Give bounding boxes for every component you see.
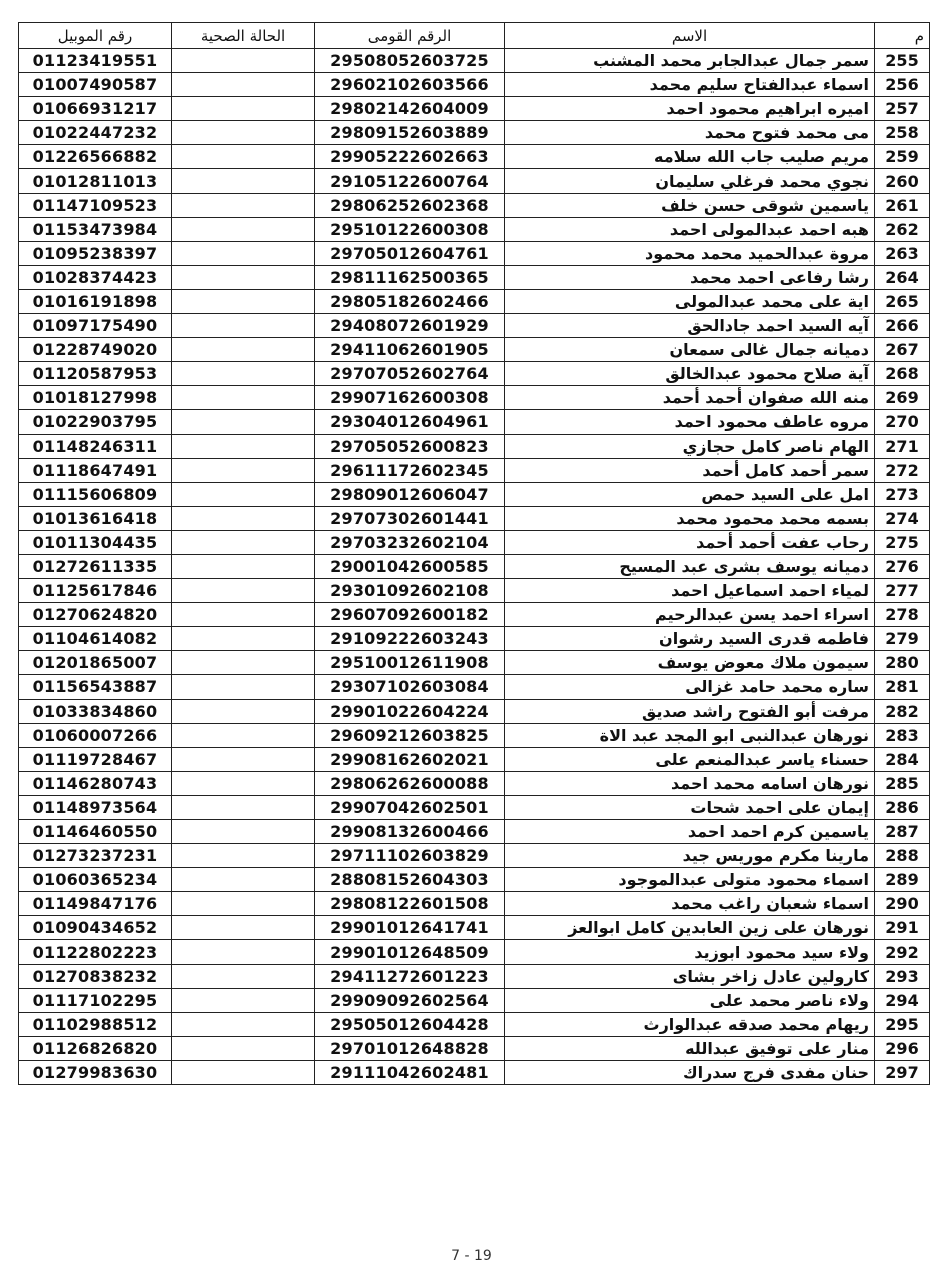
health-status-cell bbox=[172, 193, 315, 217]
health-status-cell bbox=[172, 554, 315, 578]
health-status-cell bbox=[172, 771, 315, 795]
name-cell: مارينا مكرم موريس جيد bbox=[505, 844, 875, 868]
table-row bbox=[19, 892, 930, 916]
national-id-cell: 29301092602108 bbox=[315, 579, 505, 603]
name-cell: اسماء محمود متولى عبدالموجود bbox=[505, 868, 875, 892]
mobile-cell: 01201865007 bbox=[19, 651, 172, 675]
health-status-cell bbox=[172, 434, 315, 458]
row-number-cell: 259 bbox=[875, 145, 930, 169]
name-cell: حسناء ياسر عبدالمنعم على bbox=[505, 747, 875, 771]
table-row bbox=[19, 530, 930, 554]
table-row bbox=[19, 554, 930, 578]
name-cell: دميانه جمال غالى سمعان bbox=[505, 338, 875, 362]
mobile-cell: 01117102295 bbox=[19, 988, 172, 1012]
table-row bbox=[19, 410, 930, 434]
health-status-cell bbox=[172, 603, 315, 627]
table-row bbox=[19, 603, 930, 627]
mobile-cell: 01028374423 bbox=[19, 265, 172, 289]
name-cell: سمر أحمد كامل أحمد bbox=[505, 458, 875, 482]
health-status-cell bbox=[172, 410, 315, 434]
national-id-cell: 29707052602764 bbox=[315, 362, 505, 386]
table-row bbox=[19, 988, 930, 1012]
mobile-cell: 01060007266 bbox=[19, 723, 172, 747]
row-number-cell: 293 bbox=[875, 964, 930, 988]
row-number-cell: 261 bbox=[875, 193, 930, 217]
page-number: 7 - 19 bbox=[451, 1248, 492, 1264]
health-status-cell bbox=[172, 844, 315, 868]
health-status-cell bbox=[172, 699, 315, 723]
name-cell: آية صلاح محمود عبدالخالق bbox=[505, 362, 875, 386]
row-number-cell: 294 bbox=[875, 988, 930, 1012]
mobile-cell: 01095238397 bbox=[19, 241, 172, 265]
name-cell: امل على السيد حمص bbox=[505, 482, 875, 506]
row-number-cell: 284 bbox=[875, 747, 930, 771]
mobile-cell: 01148973564 bbox=[19, 795, 172, 819]
header-num: م bbox=[875, 23, 930, 49]
health-status-cell bbox=[172, 73, 315, 97]
name-cell: منار على توفيق عبدالله bbox=[505, 1036, 875, 1060]
row-number-cell: 276 bbox=[875, 554, 930, 578]
row-number-cell: 288 bbox=[875, 844, 930, 868]
name-cell: هبه احمد عبدالمولى احمد bbox=[505, 217, 875, 241]
table-row bbox=[19, 820, 930, 844]
national-id-cell: 29811162500365 bbox=[315, 265, 505, 289]
table-row bbox=[19, 314, 930, 338]
table-row bbox=[19, 458, 930, 482]
row-number-cell: 292 bbox=[875, 940, 930, 964]
table-row bbox=[19, 916, 930, 940]
name-cell: مريم صليب جاب الله سلامه bbox=[505, 145, 875, 169]
table-row bbox=[19, 169, 930, 193]
mobile-cell: 01273237231 bbox=[19, 844, 172, 868]
table-row bbox=[19, 1060, 930, 1084]
health-status-cell bbox=[172, 723, 315, 747]
health-status-cell bbox=[172, 289, 315, 313]
national-id-cell: 29809012606047 bbox=[315, 482, 505, 506]
row-number-cell: 290 bbox=[875, 892, 930, 916]
mobile-cell: 01153473984 bbox=[19, 217, 172, 241]
health-status-cell bbox=[172, 868, 315, 892]
row-number-cell: 291 bbox=[875, 916, 930, 940]
national-id-cell: 29711102603829 bbox=[315, 844, 505, 868]
mobile-cell: 01022903795 bbox=[19, 410, 172, 434]
health-status-cell bbox=[172, 1012, 315, 1036]
national-id-cell: 29905222602663 bbox=[315, 145, 505, 169]
national-id-cell: 29703232602104 bbox=[315, 530, 505, 554]
health-status-cell bbox=[172, 314, 315, 338]
national-id-cell: 29909092602564 bbox=[315, 988, 505, 1012]
health-status-cell bbox=[172, 916, 315, 940]
health-status-cell bbox=[172, 964, 315, 988]
row-number-cell: 279 bbox=[875, 627, 930, 651]
row-number-cell: 281 bbox=[875, 675, 930, 699]
row-number-cell: 266 bbox=[875, 314, 930, 338]
health-status-cell bbox=[172, 386, 315, 410]
national-id-cell: 29609212603825 bbox=[315, 723, 505, 747]
row-number-cell: 257 bbox=[875, 97, 930, 121]
document-page bbox=[18, 22, 929, 1085]
row-number-cell: 264 bbox=[875, 265, 930, 289]
mobile-cell: 01097175490 bbox=[19, 314, 172, 338]
national-id-cell: 29001042600585 bbox=[315, 554, 505, 578]
national-id-cell: 29705052600823 bbox=[315, 434, 505, 458]
national-id-cell: 29806252602368 bbox=[315, 193, 505, 217]
table-row bbox=[19, 964, 930, 988]
national-id-cell: 29707302601441 bbox=[315, 506, 505, 530]
health-status-cell bbox=[172, 988, 315, 1012]
national-id-cell: 28808152604303 bbox=[315, 868, 505, 892]
row-number-cell: 267 bbox=[875, 338, 930, 362]
row-number-cell: 270 bbox=[875, 410, 930, 434]
table-row bbox=[19, 844, 930, 868]
row-number-cell: 265 bbox=[875, 289, 930, 313]
health-status-cell bbox=[172, 458, 315, 482]
name-cell: بسمه محمد محمود محمد bbox=[505, 506, 875, 530]
national-id-cell: 29805182602466 bbox=[315, 289, 505, 313]
health-status-cell bbox=[172, 1036, 315, 1060]
header-national-id: الرقم القومى bbox=[315, 23, 505, 49]
mobile-cell: 01120587953 bbox=[19, 362, 172, 386]
row-number-cell: 282 bbox=[875, 699, 930, 723]
national-id-cell: 29901022604224 bbox=[315, 699, 505, 723]
name-cell: نجوي محمد فرغلي سليمان bbox=[505, 169, 875, 193]
name-cell: منه الله صفوان أحمد أحمد bbox=[505, 386, 875, 410]
mobile-cell: 01104614082 bbox=[19, 627, 172, 651]
name-cell: مروة عبدالحميد محمد محمود bbox=[505, 241, 875, 265]
name-cell: دميانه يوسف بشرى عبد المسيح bbox=[505, 554, 875, 578]
health-status-cell bbox=[172, 892, 315, 916]
mobile-cell: 01022447232 bbox=[19, 121, 172, 145]
health-status-cell bbox=[172, 265, 315, 289]
name-cell: نورهان على زين العابدين كامل ابوالعز bbox=[505, 916, 875, 940]
row-number-cell: 296 bbox=[875, 1036, 930, 1060]
national-id-cell: 29908162602021 bbox=[315, 747, 505, 771]
table-row bbox=[19, 121, 930, 145]
mobile-cell: 01123419551 bbox=[19, 49, 172, 73]
mobile-cell: 01119728467 bbox=[19, 747, 172, 771]
row-number-cell: 297 bbox=[875, 1060, 930, 1084]
name-cell: اية على محمد عبدالمولى bbox=[505, 289, 875, 313]
table-row bbox=[19, 579, 930, 603]
table-row bbox=[19, 386, 930, 410]
table-row bbox=[19, 795, 930, 819]
name-cell: مرفت أبو الفتوح راشد صديق bbox=[505, 699, 875, 723]
mobile-cell: 01018127998 bbox=[19, 386, 172, 410]
table-row bbox=[19, 506, 930, 530]
mobile-cell: 01011304435 bbox=[19, 530, 172, 554]
name-cell: اسماء عبدالفتاح سليم محمد bbox=[505, 73, 875, 97]
header-name: الاسم bbox=[505, 23, 875, 49]
mobile-cell: 01156543887 bbox=[19, 675, 172, 699]
mobile-cell: 01102988512 bbox=[19, 1012, 172, 1036]
table-row bbox=[19, 868, 930, 892]
table-row bbox=[19, 1036, 930, 1060]
table-row bbox=[19, 193, 930, 217]
name-cell: كارولين عادل زاخر بشاى bbox=[505, 964, 875, 988]
national-id-cell: 29607092600182 bbox=[315, 603, 505, 627]
mobile-cell: 01118647491 bbox=[19, 458, 172, 482]
mobile-cell: 01270838232 bbox=[19, 964, 172, 988]
table-row bbox=[19, 940, 930, 964]
health-status-cell bbox=[172, 145, 315, 169]
mobile-cell: 01012811013 bbox=[19, 169, 172, 193]
name-cell: اسراء احمد يسن عبدالرحيم bbox=[505, 603, 875, 627]
national-id-cell: 29411272601223 bbox=[315, 964, 505, 988]
national-id-cell: 29411062601905 bbox=[315, 338, 505, 362]
national-id-cell: 29907042602501 bbox=[315, 795, 505, 819]
row-number-cell: 260 bbox=[875, 169, 930, 193]
row-number-cell: 285 bbox=[875, 771, 930, 795]
health-status-cell bbox=[172, 530, 315, 554]
national-id-cell: 29901012641741 bbox=[315, 916, 505, 940]
national-id-cell: 29109222603243 bbox=[315, 627, 505, 651]
national-id-cell: 29510122600308 bbox=[315, 217, 505, 241]
mobile-cell: 01226566882 bbox=[19, 145, 172, 169]
name-cell: اميره ابراهيم محمود احمد bbox=[505, 97, 875, 121]
health-status-cell bbox=[172, 482, 315, 506]
table-row bbox=[19, 699, 930, 723]
name-cell: فاطمه قدرى السيد رشوان bbox=[505, 627, 875, 651]
mobile-cell: 01007490587 bbox=[19, 73, 172, 97]
health-status-cell bbox=[172, 627, 315, 651]
national-id-cell: 29908132600466 bbox=[315, 820, 505, 844]
table-row bbox=[19, 675, 930, 699]
name-cell: سمر جمال عبدالجابر محمد المشنب bbox=[505, 49, 875, 73]
row-number-cell: 258 bbox=[875, 121, 930, 145]
name-cell: إيمان على احمد شحات bbox=[505, 795, 875, 819]
table-row bbox=[19, 217, 930, 241]
name-cell: ياسمين كرم احمد احمد bbox=[505, 820, 875, 844]
name-cell: مروه عاطف محمود احمد bbox=[505, 410, 875, 434]
health-status-cell bbox=[172, 169, 315, 193]
row-number-cell: 263 bbox=[875, 241, 930, 265]
national-id-cell: 29111042602481 bbox=[315, 1060, 505, 1084]
name-cell: لمياء احمد اسماعيل احمد bbox=[505, 579, 875, 603]
mobile-cell: 01013616418 bbox=[19, 506, 172, 530]
table-row bbox=[19, 627, 930, 651]
name-cell: ريهام محمد صدقه عبدالوارث bbox=[505, 1012, 875, 1036]
health-status-cell bbox=[172, 747, 315, 771]
header-health-status: الحالة الصحية bbox=[172, 23, 315, 49]
table-row bbox=[19, 482, 930, 506]
table-row bbox=[19, 1012, 930, 1036]
row-number-cell: 269 bbox=[875, 386, 930, 410]
national-id-cell: 29602102603566 bbox=[315, 73, 505, 97]
mobile-cell: 01147109523 bbox=[19, 193, 172, 217]
row-number-cell: 275 bbox=[875, 530, 930, 554]
name-cell: نورهان اسامه محمد احمد bbox=[505, 771, 875, 795]
mobile-cell: 01066931217 bbox=[19, 97, 172, 121]
national-id-cell: 29806262600088 bbox=[315, 771, 505, 795]
row-number-cell: 287 bbox=[875, 820, 930, 844]
name-cell: ساره محمد حامد غزالى bbox=[505, 675, 875, 699]
mobile-cell: 01125617846 bbox=[19, 579, 172, 603]
national-id-cell: 29307102603084 bbox=[315, 675, 505, 699]
health-status-cell bbox=[172, 338, 315, 362]
mobile-cell: 01126826820 bbox=[19, 1036, 172, 1060]
health-status-cell bbox=[172, 651, 315, 675]
row-number-cell: 255 bbox=[875, 49, 930, 73]
row-number-cell: 280 bbox=[875, 651, 930, 675]
name-cell: ولاء ناصر محمد على bbox=[505, 988, 875, 1012]
name-cell: رحاب عفت أحمد أحمد bbox=[505, 530, 875, 554]
national-id-cell: 29907162600308 bbox=[315, 386, 505, 410]
mobile-cell: 01146460550 bbox=[19, 820, 172, 844]
mobile-cell: 01272611335 bbox=[19, 554, 172, 578]
table-body bbox=[19, 49, 930, 1085]
national-id-cell: 29105122600764 bbox=[315, 169, 505, 193]
table-row bbox=[19, 49, 930, 73]
table-row bbox=[19, 241, 930, 265]
national-id-cell: 29611172602345 bbox=[315, 458, 505, 482]
national-id-cell: 29408072601929 bbox=[315, 314, 505, 338]
row-number-cell: 272 bbox=[875, 458, 930, 482]
table-row bbox=[19, 145, 930, 169]
row-number-cell: 286 bbox=[875, 795, 930, 819]
name-cell: ياسمين شوقى حسن خلف bbox=[505, 193, 875, 217]
national-id-cell: 29809152603889 bbox=[315, 121, 505, 145]
mobile-cell: 01016191898 bbox=[19, 289, 172, 313]
national-id-cell: 29304012604961 bbox=[315, 410, 505, 434]
health-status-cell bbox=[172, 121, 315, 145]
table-row bbox=[19, 362, 930, 386]
table-row bbox=[19, 651, 930, 675]
health-status-cell bbox=[172, 820, 315, 844]
row-number-cell: 256 bbox=[875, 73, 930, 97]
table-row bbox=[19, 747, 930, 771]
national-id-cell: 29505012604428 bbox=[315, 1012, 505, 1036]
health-status-cell bbox=[172, 217, 315, 241]
row-number-cell: 271 bbox=[875, 434, 930, 458]
name-cell: سيمون ملاك معوض يوسف bbox=[505, 651, 875, 675]
national-id-cell: 29901012648509 bbox=[315, 940, 505, 964]
name-cell: آيه السيد احمد جادالحق bbox=[505, 314, 875, 338]
header-mobile: رقم الموبيل bbox=[19, 23, 172, 49]
table-row bbox=[19, 434, 930, 458]
name-cell: رشا رفاعى احمد محمد bbox=[505, 265, 875, 289]
national-id-cell: 29510012611908 bbox=[315, 651, 505, 675]
mobile-cell: 01060365234 bbox=[19, 868, 172, 892]
health-status-cell bbox=[172, 1060, 315, 1084]
table-row bbox=[19, 771, 930, 795]
row-number-cell: 262 bbox=[875, 217, 930, 241]
table-row bbox=[19, 723, 930, 747]
table-header-row bbox=[19, 23, 930, 49]
table-row bbox=[19, 338, 930, 362]
health-status-cell bbox=[172, 579, 315, 603]
mobile-cell: 01228749020 bbox=[19, 338, 172, 362]
row-number-cell: 295 bbox=[875, 1012, 930, 1036]
mobile-cell: 01270624820 bbox=[19, 603, 172, 627]
health-status-cell bbox=[172, 675, 315, 699]
row-number-cell: 273 bbox=[875, 482, 930, 506]
health-status-cell bbox=[172, 362, 315, 386]
mobile-cell: 01115606809 bbox=[19, 482, 172, 506]
health-status-cell bbox=[172, 97, 315, 121]
national-id-cell: 29808122601508 bbox=[315, 892, 505, 916]
mobile-cell: 01279983630 bbox=[19, 1060, 172, 1084]
name-cell: حنان مفدى فرج سدراك bbox=[505, 1060, 875, 1084]
mobile-cell: 01149847176 bbox=[19, 892, 172, 916]
table-row bbox=[19, 289, 930, 313]
row-number-cell: 277 bbox=[875, 579, 930, 603]
mobile-cell: 01033834860 bbox=[19, 699, 172, 723]
health-status-cell bbox=[172, 241, 315, 265]
name-cell: ولاء سيد محمود ابوزيد bbox=[505, 940, 875, 964]
name-cell: الهام ناصر كامل حجازي bbox=[505, 434, 875, 458]
health-status-cell bbox=[172, 49, 315, 73]
national-id-cell: 29701012648828 bbox=[315, 1036, 505, 1060]
health-status-cell bbox=[172, 506, 315, 530]
table-row bbox=[19, 73, 930, 97]
name-cell: نورهان عبدالنبى ابو المجد عبد الاة bbox=[505, 723, 875, 747]
row-number-cell: 274 bbox=[875, 506, 930, 530]
row-number-cell: 283 bbox=[875, 723, 930, 747]
table-row bbox=[19, 97, 930, 121]
row-number-cell: 268 bbox=[875, 362, 930, 386]
participants-table bbox=[18, 22, 930, 1085]
national-id-cell: 29508052603725 bbox=[315, 49, 505, 73]
table-row bbox=[19, 265, 930, 289]
mobile-cell: 01122802223 bbox=[19, 940, 172, 964]
mobile-cell: 01148246311 bbox=[19, 434, 172, 458]
health-status-cell bbox=[172, 795, 315, 819]
health-status-cell bbox=[172, 940, 315, 964]
row-number-cell: 289 bbox=[875, 868, 930, 892]
mobile-cell: 01090434652 bbox=[19, 916, 172, 940]
name-cell: مى محمد فتوح محمد bbox=[505, 121, 875, 145]
national-id-cell: 29705012604761 bbox=[315, 241, 505, 265]
national-id-cell: 29802142604009 bbox=[315, 97, 505, 121]
name-cell: اسماء شعبان راغب محمد bbox=[505, 892, 875, 916]
row-number-cell: 278 bbox=[875, 603, 930, 627]
mobile-cell: 01146280743 bbox=[19, 771, 172, 795]
